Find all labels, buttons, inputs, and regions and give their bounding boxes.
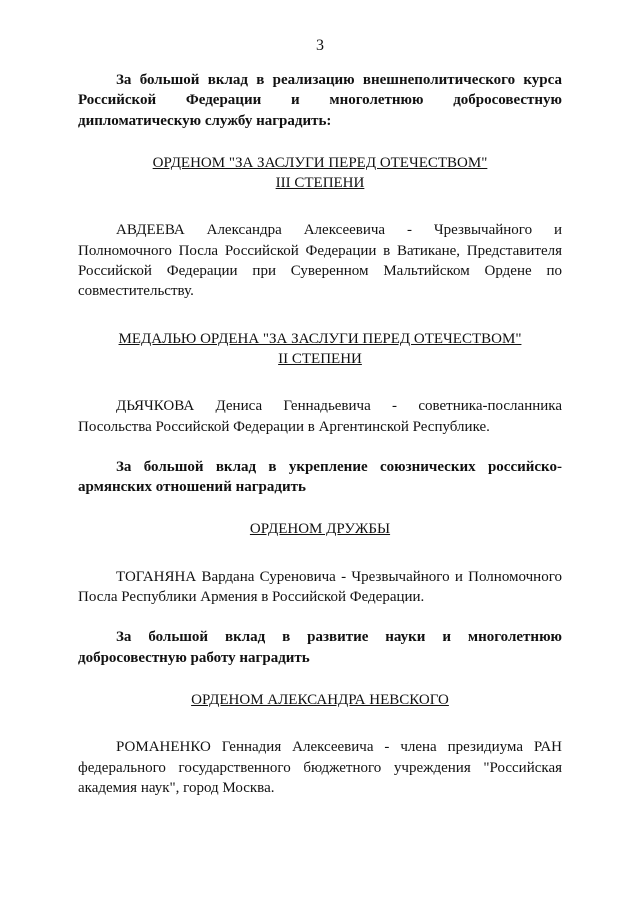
recipient-surname: ТОГАНЯНА xyxy=(116,568,197,585)
recipient-surname: РОМАНЕНКО xyxy=(116,739,211,756)
award-title-friendship: ОРДЕНОМ ДРУЖБЫ xyxy=(249,521,391,538)
recipient-dyachkov xyxy=(78,396,562,437)
award-preamble-science: За большой вклад в развитие науки и многолетнюю добросовестную работу наградить xyxy=(78,629,562,666)
award-preamble-armenia: За большой вклад в укрепление союзнических российско-армянских отношений наградить xyxy=(78,458,562,496)
award-preamble-diplomacy: За большой вклад в реализацию внешнеполитического курса Российской Федерации и многолетнюю добросовестную дипломатическую службу наградить: xyxy=(78,72,562,129)
page-number: 3 xyxy=(316,37,324,54)
award-title-line: ОРДЕНОМ "ЗА ЗАСЛУГИ ПЕРЕД ОТЕЧЕСТВОМ" xyxy=(152,154,488,171)
award-title-block-medal-2 xyxy=(78,329,562,370)
award-title-nevsky: ОРДЕНОМ АЛЕКСАНДРА НЕВСКОГО xyxy=(191,691,449,708)
award-degree-line: II СТЕПЕНИ xyxy=(278,350,362,367)
recipient-avdeev xyxy=(78,220,562,301)
recipient-romanenko xyxy=(78,737,562,798)
award-title-block-merit-3 xyxy=(78,153,562,194)
decree-body xyxy=(78,70,562,798)
recipient-toganyan xyxy=(78,567,562,608)
award-title-line: МЕДАЛЬЮ ОРДЕНА "ЗА ЗАСЛУГИ ПЕРЕД ОТЕЧЕСТВОМ" xyxy=(118,330,522,347)
recipient-surname: ДЬЯЧКОВА xyxy=(116,398,195,415)
recipient-details: Вардана Суреновича - Чрезвычайного и Полномочного Посла Республики Армения в Российской Федерации. xyxy=(78,568,562,606)
recipient-details: Дениса Геннадьевича - советника-посланника Посольства Российской Федерации в Аргентинской Республике. xyxy=(78,398,562,435)
recipient-details: Александра Алексеевича - Чрезвычайного и Полномочного Посла Российской Федерации в Ватикане, Представителя Российской Федерации при Суверенном Мальтийском Ордене по совместительству. xyxy=(78,222,562,300)
recipient-details: Геннадия Алексеевича - члена президиума РАН федерального государственного бюджетного учреждения "Российская академия наук", город Москва. xyxy=(78,739,562,796)
recipient-surname: АВДЕЕВА xyxy=(116,222,185,239)
award-degree-line: III СТЕПЕНИ xyxy=(275,175,365,192)
